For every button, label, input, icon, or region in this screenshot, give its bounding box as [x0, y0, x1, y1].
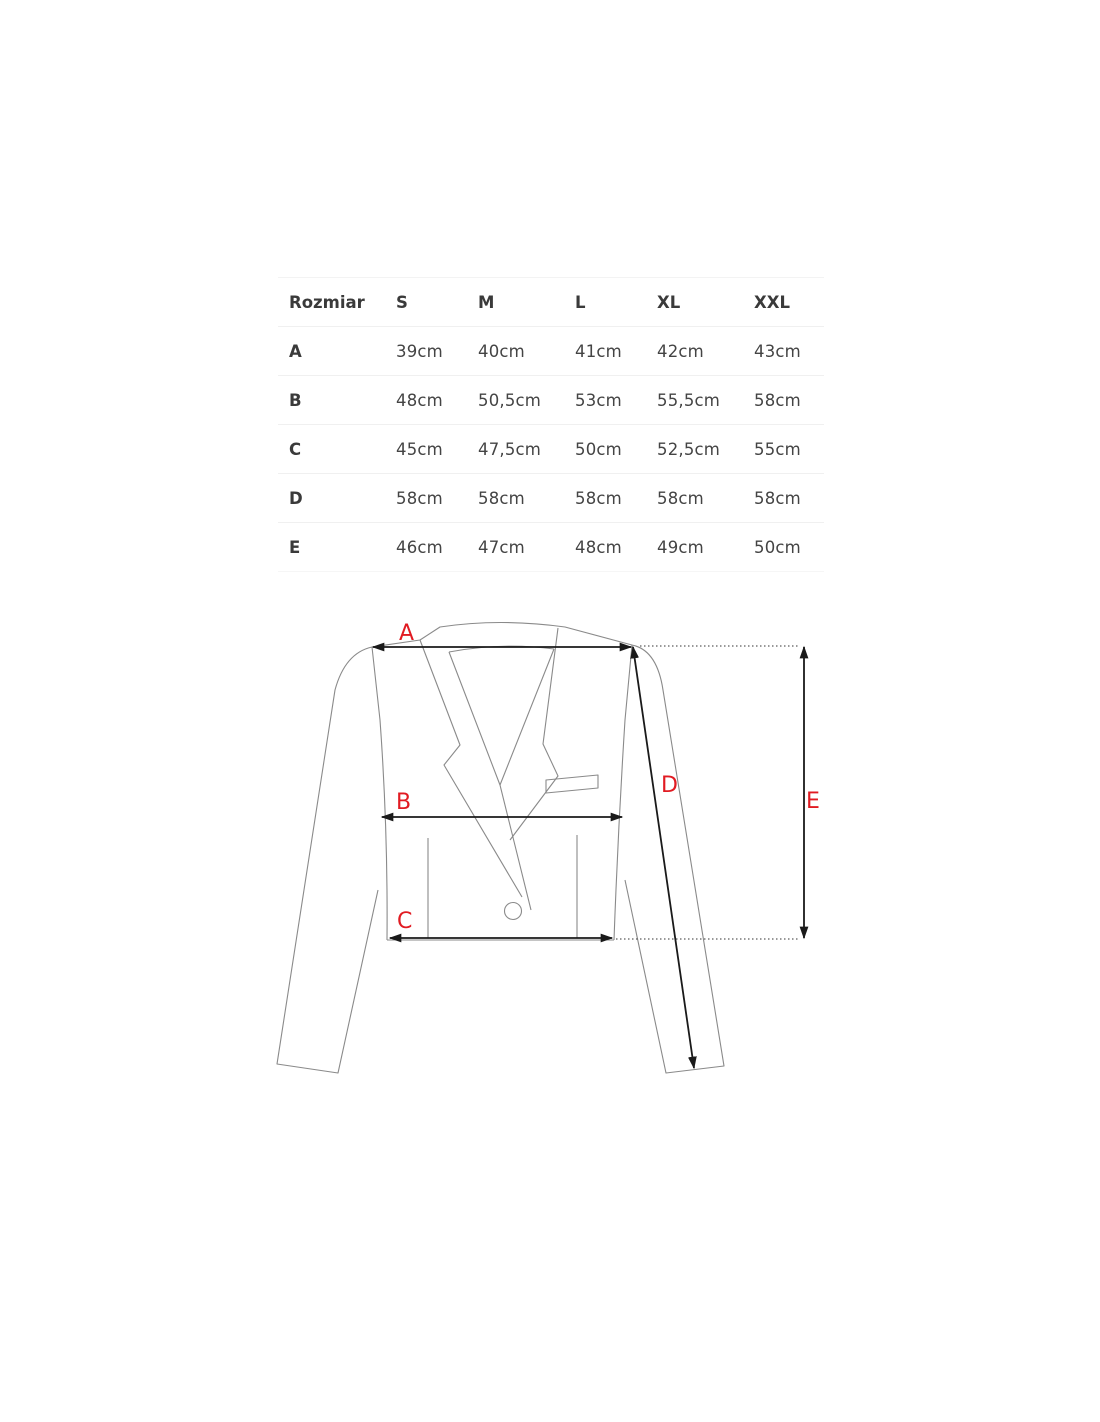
header-size-xxl: XXL	[743, 278, 824, 327]
right-lapel	[510, 628, 558, 840]
table-cell: 50cm	[564, 425, 646, 474]
header-size-m: M	[467, 278, 564, 327]
table-cell: 58cm	[743, 474, 824, 523]
table-cell: 48cm	[385, 376, 467, 425]
row-label: C	[278, 425, 385, 474]
table-cell: 47,5cm	[467, 425, 564, 474]
table-cell: 52,5cm	[646, 425, 743, 474]
measurement-labels	[396, 621, 820, 934]
header-size-l: L	[564, 278, 646, 327]
table-cell: 41cm	[564, 327, 646, 376]
table-cell: 50,5cm	[467, 376, 564, 425]
table-cell: 50cm	[743, 523, 824, 572]
table-cell: 47cm	[467, 523, 564, 572]
jacket-collar	[420, 623, 632, 646]
table-cell: 58cm	[646, 474, 743, 523]
table-cell: 45cm	[385, 425, 467, 474]
table-cell: 46cm	[385, 523, 467, 572]
table-cell: 55cm	[743, 425, 824, 474]
table-cell: 42cm	[646, 327, 743, 376]
table-cell: 53cm	[564, 376, 646, 425]
button	[505, 903, 522, 920]
chest-pocket	[546, 775, 598, 793]
label-a: A	[399, 621, 415, 646]
table-cell: 58cm	[467, 474, 564, 523]
row-label: D	[278, 474, 385, 523]
table-cell: 43cm	[743, 327, 824, 376]
table-cell: 55,5cm	[646, 376, 743, 425]
right-shoulder-sleeve	[625, 645, 724, 1073]
body-right-side	[614, 645, 632, 940]
table-cell: 58cm	[385, 474, 467, 523]
header-size-xl: XL	[646, 278, 743, 327]
row-label: E	[278, 523, 385, 572]
label-e: E	[806, 789, 820, 814]
label-d: D	[661, 773, 678, 798]
table-cell: 49cm	[646, 523, 743, 572]
label-c: C	[397, 909, 413, 934]
right-lapel-inner	[500, 649, 554, 785]
label-b: B	[396, 790, 412, 815]
table-cell: 58cm	[743, 376, 824, 425]
row-label: B	[278, 376, 385, 425]
body-left-side	[372, 647, 387, 940]
header-size-s: S	[385, 278, 467, 327]
table-cell: 58cm	[564, 474, 646, 523]
header-size-label: Rozmiar	[278, 278, 385, 327]
table-cell: 40cm	[467, 327, 564, 376]
left-shoulder-sleeve	[277, 640, 420, 1073]
table-cell: 48cm	[564, 523, 646, 572]
left-lapel-inner	[449, 652, 531, 910]
jacket-outline	[277, 623, 724, 1074]
row-label: A	[278, 327, 385, 376]
measurement-lines	[373, 646, 804, 1068]
measure-line-d	[633, 647, 694, 1068]
table-cell: 39cm	[385, 327, 467, 376]
